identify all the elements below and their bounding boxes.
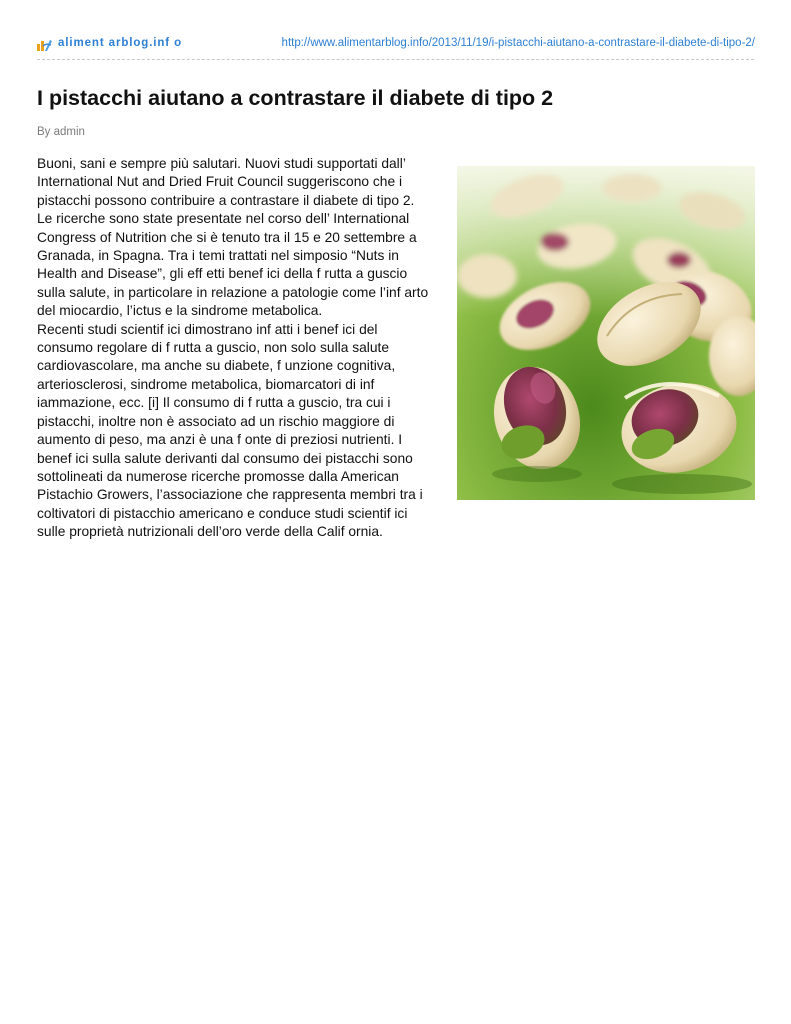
header-divider: [37, 59, 754, 60]
blog-logo-icon[interactable]: [37, 38, 53, 52]
article-body: [37, 155, 755, 542]
article-paragraph-2: Recenti studi scientif ici dimostrano inf atti i benef ici del consumo regolare di f rutta a guscio, non solo sulla salute cardiovascolare, ma anche su diabete, f unzione cognitiva, arteriosclerosi, sindrome metabolica, biomarcatori di inf iammazione, ecc. [i] Il consumo di f rutta a guscio, tra cui i pistacchi, inoltre non è associato ad un rischio maggiore di aumento di peso, ma anzi è una f onte di preziosi nutrienti. I benef ici sulla salute derivanti dal consumo dei pistacchi sono sottolineati da numerose ricerche promosse dalla American Pistachio Growers, l’associazione che rappresenta membri tra i coltivatori di pistacchio americano e conduce studi scientif ici sulle proprietà nutrizionali dell’oro verde della Calif ornia.: [37, 321, 423, 540]
pistachio-nuts-photo: [457, 166, 755, 500]
page-header: [37, 36, 755, 58]
site-name-link[interactable]: aliment arblog.inf o: [58, 37, 183, 49]
article-byline: By admin: [37, 126, 85, 138]
article-title: I pistacchi aiutano a contrastare il diabete di tipo 2: [37, 86, 554, 110]
article-paragraph-1: Buoni, sani e sempre più salutari. Nuovi studi supportati dall’ International Nut and Dried Fruit Council suggeriscono che i pistacchi possono contribuire a contrastare il diabete di tipo 2. Le ricerche sono state presentate nel corso dell’ International Congress of Nutrition che si è tenuto tra il 15 e 20 settembre a Granada, in Spagna. Tra i temi trattati nel simposio “Nuts in Health and Disease”, gli eff etti benef ici della f rutta a guscio sulla salute, in particolare in relazione a patologie come l’inf arto del miocardio, l’ictus e la sindrome metabolica.: [37, 156, 429, 319]
page-url-link[interactable]: http://www.alimentarblog.info/2013/11/19/i-pistacchi-aiutano-a-contrastare-il-diabete-di-tipo-2/: [281, 37, 755, 49]
